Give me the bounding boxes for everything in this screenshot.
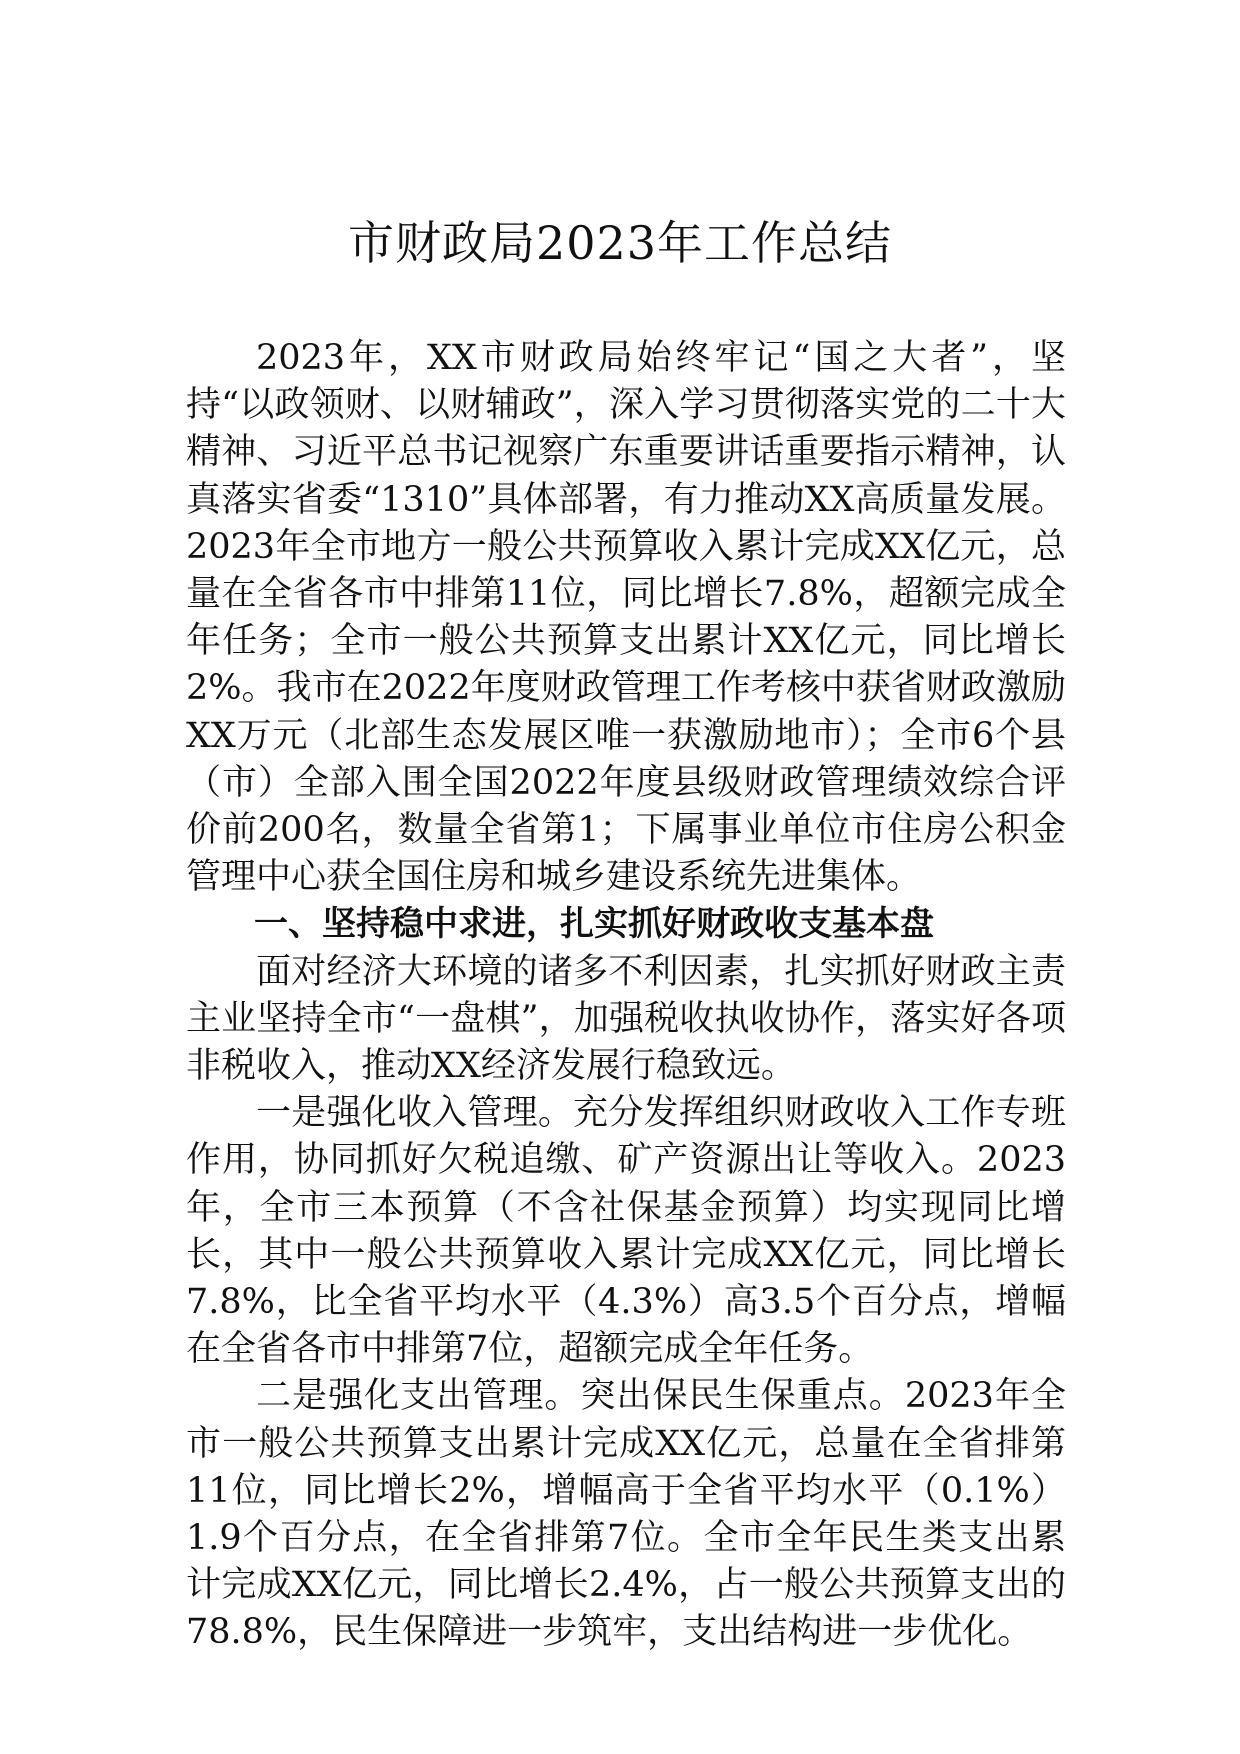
document-title: 市财政局2023年工作总结	[347, 216, 893, 270]
document-body	[186, 335, 1066, 1657]
intro-paragraph: 2023年，XX市财政局始终牢记“国之大者”，坚持“以政领财、以财辅政”，深入学习贯彻落实党的二十大精神、习近平总书记视察广东重要讲话重要指示精神，认真落实省委“1310”具体部署，有力推动XX高质量发展。2023年全市地方一般公共预算收入累计完成XX亿元，总量在全省各市中排第11位，同比增长7.8%，超额完成全年任务；全市一般公共预算支出累计XX亿元，同比增长2%。我市在2022年度财政管理工作考核中获省财政激励XX万元（北部生态发展区唯一获激励地市）；全市6个县（市）全部入围全国2022年度县级财政管理绩效综合评价前200名，数量全省第1；下属事业单位市住房公积金管理中心获全国住房和城乡建设系统先进集体。	[186, 338, 1066, 898]
expenditure-management-paragraph: 二是强化支出管理。突出保民生保重点。2023年全市一般公共预算支出累计完成XX亿元，总量在全省排第11位，同比增长2%，增幅高于全省平均水平（0.1%）1.9个百分点，在全省排第7位。全市全年民生类支出累计完成XX亿元，同比增长2.4%，占一般公共预算支出的78.8%，民生保障进一步筑牢，支出结构进一步优化。	[186, 1376, 1066, 1653]
section-heading: 一、坚持稳中求进，扎实抓好财政收支基本盘	[254, 904, 934, 945]
revenue-management-paragraph: 一是强化收入管理。充分发挥组织财政收入工作专班作用，协同抓好欠税追缴、矿产资源出让等收入。2023年，全市三本预算（不含社保基金预算）均实现同比增长，其中一般公共预算收入累计完成XX亿元，同比增长7.8%，比全省平均水平（4.3%）高3.5个百分点，增幅在全省各市中排第7位，超额完成全年任务。	[186, 1093, 1066, 1370]
section-intro-paragraph: 面对经济大环境的诸多不利因素，扎实抓好财政主责主业坚持全市“一盘棋”，加强税收执收协作，落实好各项非税收入，推动XX经济发展行稳致远。	[186, 951, 1066, 1087]
